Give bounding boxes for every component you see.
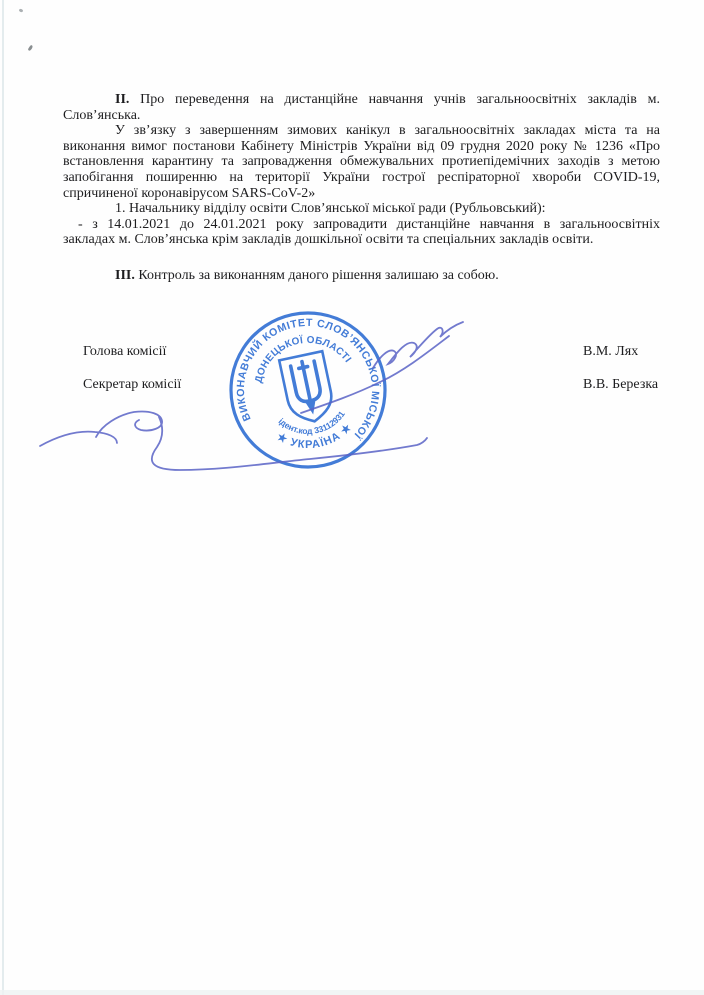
signer-name: В.В. Березка xyxy=(583,377,659,392)
signature-stroke-secretary xyxy=(96,411,162,437)
text-line: III. Контроль за виконанням даного рішення залишаю за собою. xyxy=(115,267,499,283)
signer-name: В.М. Лях xyxy=(583,344,639,359)
stamp-country-text: ★ УКРАЇНА ★ xyxy=(274,421,355,452)
text-line: встановлення карантину та запровадження обмежувальних протиепідемічних заходів з метою xyxy=(63,154,660,170)
section-number: II. xyxy=(115,92,130,107)
scan-speck xyxy=(28,45,34,52)
text-line: - з 14.01.2021 до 24.01.2021 року запровадити дистанційне навчання в загальноосвітніх xyxy=(78,216,660,232)
text-line: запобігання поширенню на території України гострої респіраторної хвороби COVID-19, xyxy=(63,169,660,185)
text-line: спричиненої коронавірусом SARS-CoV-2» xyxy=(63,185,316,201)
stamp-idcode-text: ідент.код 33112931 xyxy=(276,409,347,437)
paragraph xyxy=(63,201,660,217)
paragraph xyxy=(63,268,660,284)
paragraph xyxy=(63,123,660,201)
scan-edge-left xyxy=(2,0,4,995)
stamp-outer-text: ВИКОНАВЧИЙ КОМІТЕТ СЛОВ’ЯНСЬКОЇ МІСЬКОЇ РАДИ xyxy=(234,316,382,444)
stamp-region-text: ДОНЕЦЬКОЇ ОБЛАСТІ xyxy=(253,334,354,385)
document-body xyxy=(63,92,660,284)
text-line: У зв’язку з завершенням зимових канікул в загальноосвітніх закладах міста та на xyxy=(115,123,660,139)
official-stamp-graphic xyxy=(213,295,403,485)
official-stamp xyxy=(213,295,403,485)
tryzub-shield-icon xyxy=(279,351,336,426)
text-line: II. Про переведення на дистанційне навчання учнів загальноосвітніх закладів м. xyxy=(115,92,660,107)
section-number: III. xyxy=(115,267,135,283)
signer-title: Голова комісії xyxy=(83,344,167,359)
text-line: 1. Начальнику відділу освіти Слов’янської міської ради (Рубльовський): xyxy=(115,201,546,217)
scan-edge-bottom xyxy=(0,990,704,995)
signer-title: Секретар комісії xyxy=(83,377,182,392)
paragraph xyxy=(63,92,660,123)
text-line: Слов’янська. xyxy=(63,107,141,123)
scan-speck xyxy=(19,8,24,12)
paragraph xyxy=(63,217,660,248)
text-line: закладах м. Слов’янська крім закладів дошкільної освіти та спеціальних закладів освіти. xyxy=(63,232,594,248)
text-line: виконання вимог постанови Кабінету Міністрів України від 09 грудня 2020 року № 1236 «Про xyxy=(63,138,660,154)
signature-stroke-secretary xyxy=(40,432,117,446)
